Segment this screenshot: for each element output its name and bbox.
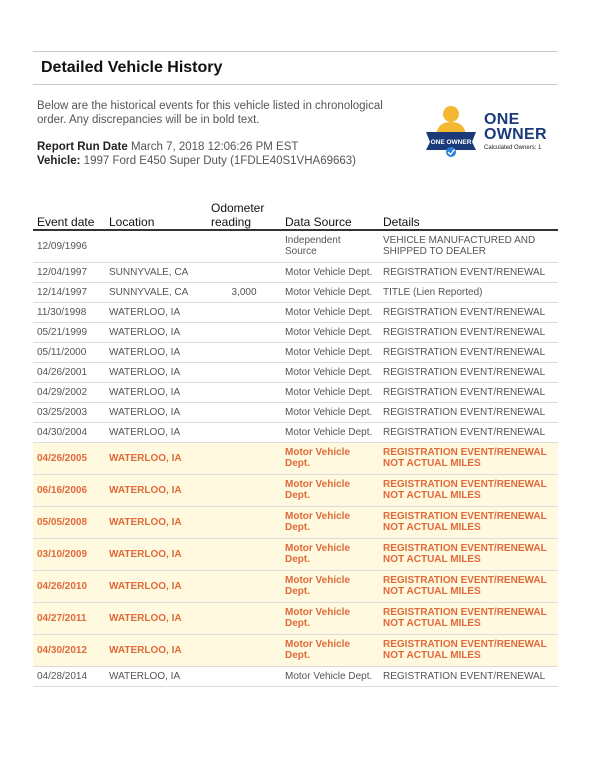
badge-subtitle: Calculated Owners: 1 xyxy=(484,145,542,151)
cell-odometer xyxy=(207,230,281,262)
cell-details: REGISTRATION EVENT/RENEWAL NOT ACTUAL MILES xyxy=(379,602,558,634)
table-row xyxy=(33,474,558,506)
cell-location: WATERLOO, IA xyxy=(105,666,207,686)
table-row xyxy=(33,282,558,302)
cell-data-source: Motor Vehicle Dept. xyxy=(281,442,379,474)
vehicle-value: 1997 Ford E450 Super Duty (1FDLE40S1VHA69663) xyxy=(83,155,356,167)
cell-odometer xyxy=(207,666,281,686)
cell-event-date: 04/30/2012 xyxy=(33,634,105,666)
report-run-date xyxy=(37,141,298,153)
cell-event-date: 04/26/2005 xyxy=(33,442,105,474)
cell-location: WATERLOO, IA xyxy=(105,602,207,634)
cell-location: SUNNYVALE, CA xyxy=(105,282,207,302)
cell-location: SUNNYVALE, CA xyxy=(105,262,207,282)
cell-odometer xyxy=(207,506,281,538)
col-details: Details xyxy=(383,215,420,229)
cell-odometer xyxy=(207,322,281,342)
col-data-source: Data Source xyxy=(285,215,352,229)
vehicle-history-table xyxy=(33,196,558,687)
cell-location: WATERLOO, IA xyxy=(105,506,207,538)
table-row xyxy=(33,602,558,634)
cell-details: REGISTRATION EVENT/RENEWAL NOT ACTUAL MILES xyxy=(379,634,558,666)
cell-data-source: Motor Vehicle Dept. xyxy=(281,402,379,422)
badge-ribbon-text: ONE OWNER xyxy=(430,139,472,146)
cell-event-date: 04/30/2004 xyxy=(33,422,105,442)
cell-details: REGISTRATION EVENT/RENEWAL xyxy=(379,362,558,382)
cell-details: REGISTRATION EVENT/RENEWAL NOT ACTUAL MILES xyxy=(379,442,558,474)
table-row xyxy=(33,422,558,442)
cell-event-date: 05/21/1999 xyxy=(33,322,105,342)
col-location: Location xyxy=(109,215,155,229)
cell-odometer: 3,000 xyxy=(207,282,281,302)
cell-data-source: Motor Vehicle Dept. xyxy=(281,602,379,634)
cell-details: TITLE (Lien Reported) xyxy=(379,282,558,302)
cell-details: REGISTRATION EVENT/RENEWAL NOT ACTUAL MILES xyxy=(379,570,558,602)
vehicle-label: Vehicle: xyxy=(37,155,81,167)
report-run-value: March 7, 2018 12:06:26 PM EST xyxy=(130,141,299,153)
cell-data-source: Motor Vehicle Dept. xyxy=(281,262,379,282)
cell-event-date: 12/14/1997 xyxy=(33,282,105,302)
intro-text: Below are the historical events for this vehicle listed in chronological order. Any discrepancies will be in bold text. xyxy=(37,100,383,126)
table-row xyxy=(33,230,558,262)
cell-details: REGISTRATION EVENT/RENEWAL xyxy=(379,262,558,282)
table-row xyxy=(33,538,558,570)
cell-data-source: Motor Vehicle Dept. xyxy=(281,474,379,506)
cell-location: WATERLOO, IA xyxy=(105,402,207,422)
cell-location: WATERLOO, IA xyxy=(105,342,207,362)
cell-location: WATERLOO, IA xyxy=(105,382,207,402)
cell-odometer xyxy=(207,422,281,442)
cell-event-date: 04/29/2002 xyxy=(33,382,105,402)
cell-odometer xyxy=(207,382,281,402)
cell-data-source: Motor Vehicle Dept. xyxy=(281,570,379,602)
cell-details: REGISTRATION EVENT/RENEWAL xyxy=(379,666,558,686)
cell-details: REGISTRATION EVENT/RENEWAL NOT ACTUAL MILES xyxy=(379,474,558,506)
cell-details: REGISTRATION EVENT/RENEWAL xyxy=(379,302,558,322)
cell-data-source: Motor Vehicle Dept. xyxy=(281,362,379,382)
cell-event-date: 03/10/2009 xyxy=(33,538,105,570)
cell-details: REGISTRATION EVENT/RENEWAL xyxy=(379,422,558,442)
cell-location: WATERLOO, IA xyxy=(105,442,207,474)
cell-event-date: 11/30/1998 xyxy=(33,302,105,322)
cell-data-source: Motor Vehicle Dept. xyxy=(281,382,379,402)
table-header-row xyxy=(33,196,558,230)
cell-data-source: Motor Vehicle Dept. xyxy=(281,666,379,686)
table-row xyxy=(33,262,558,282)
col-event-date: Event date xyxy=(37,215,95,229)
badge-title-line2: OWNER xyxy=(484,126,547,143)
col-odometer: Odometer reading xyxy=(211,201,265,229)
table-row xyxy=(33,442,558,474)
table-row xyxy=(33,342,558,362)
cell-data-source: Motor Vehicle Dept. xyxy=(281,634,379,666)
table-row xyxy=(33,302,558,322)
cell-event-date: 05/11/2000 xyxy=(33,342,105,362)
table-row xyxy=(33,382,558,402)
table-row xyxy=(33,402,558,422)
cell-location: WATERLOO, IA xyxy=(105,322,207,342)
cell-event-date: 04/26/2010 xyxy=(33,570,105,602)
cell-odometer xyxy=(207,570,281,602)
cell-odometer xyxy=(207,442,281,474)
page-title: Detailed Vehicle History xyxy=(41,59,223,76)
cell-odometer xyxy=(207,342,281,362)
cell-location: WATERLOO, IA xyxy=(105,570,207,602)
cell-odometer xyxy=(207,602,281,634)
cell-location: WATERLOO, IA xyxy=(105,362,207,382)
cell-data-source: Motor Vehicle Dept. xyxy=(281,322,379,342)
cell-details: REGISTRATION EVENT/RENEWAL xyxy=(379,402,558,422)
cell-details: REGISTRATION EVENT/RENEWAL xyxy=(379,322,558,342)
table-row xyxy=(33,570,558,602)
cell-location: WATERLOO, IA xyxy=(105,422,207,442)
cell-odometer xyxy=(207,362,281,382)
cell-odometer xyxy=(207,302,281,322)
cell-details: VEHICLE MANUFACTURED AND SHIPPED TO DEALER xyxy=(379,230,558,262)
cell-event-date: 03/25/2003 xyxy=(33,402,105,422)
cell-data-source: Motor Vehicle Dept. xyxy=(281,282,379,302)
vehicle-line xyxy=(37,155,356,167)
cell-odometer xyxy=(207,538,281,570)
cell-location: WATERLOO, IA xyxy=(105,474,207,506)
title-divider xyxy=(33,84,558,85)
cell-data-source: Motor Vehicle Dept. xyxy=(281,302,379,322)
table-row xyxy=(33,634,558,666)
report-run-label: Report Run Date xyxy=(37,141,128,153)
cell-data-source: Motor Vehicle Dept. xyxy=(281,538,379,570)
cell-details: REGISTRATION EVENT/RENEWAL xyxy=(379,382,558,402)
cell-details: REGISTRATION EVENT/RENEWAL NOT ACTUAL MILES xyxy=(379,506,558,538)
cell-event-date: 04/27/2011 xyxy=(33,602,105,634)
cell-odometer xyxy=(207,634,281,666)
table-row xyxy=(33,322,558,342)
cell-odometer xyxy=(207,402,281,422)
cell-details: REGISTRATION EVENT/RENEWAL NOT ACTUAL MILES xyxy=(379,538,558,570)
cell-event-date: 04/28/2014 xyxy=(33,666,105,686)
badge-title xyxy=(484,112,547,142)
cell-details: REGISTRATION EVENT/RENEWAL xyxy=(379,342,558,362)
cell-event-date: 05/05/2008 xyxy=(33,506,105,538)
cell-data-source: Motor Vehicle Dept. xyxy=(281,342,379,362)
cell-location xyxy=(105,230,207,262)
cell-event-date: 12/09/1996 xyxy=(33,230,105,262)
badge-title-line1: ONE xyxy=(484,111,520,128)
cell-event-date: 12/04/1997 xyxy=(33,262,105,282)
cell-odometer xyxy=(207,474,281,506)
table-row xyxy=(33,362,558,382)
cell-odometer xyxy=(207,262,281,282)
top-divider xyxy=(33,51,558,52)
table-row xyxy=(33,506,558,538)
cell-data-source: Motor Vehicle Dept. xyxy=(281,422,379,442)
table-row xyxy=(33,666,558,686)
cell-location: WATERLOO, IA xyxy=(105,538,207,570)
cell-location: WATERLOO, IA xyxy=(105,634,207,666)
cell-event-date: 04/26/2001 xyxy=(33,362,105,382)
cell-data-source: Independent Source xyxy=(281,230,379,262)
cell-data-source: Motor Vehicle Dept. xyxy=(281,506,379,538)
cell-location: WATERLOO, IA xyxy=(105,302,207,322)
cell-event-date: 06/16/2006 xyxy=(33,474,105,506)
